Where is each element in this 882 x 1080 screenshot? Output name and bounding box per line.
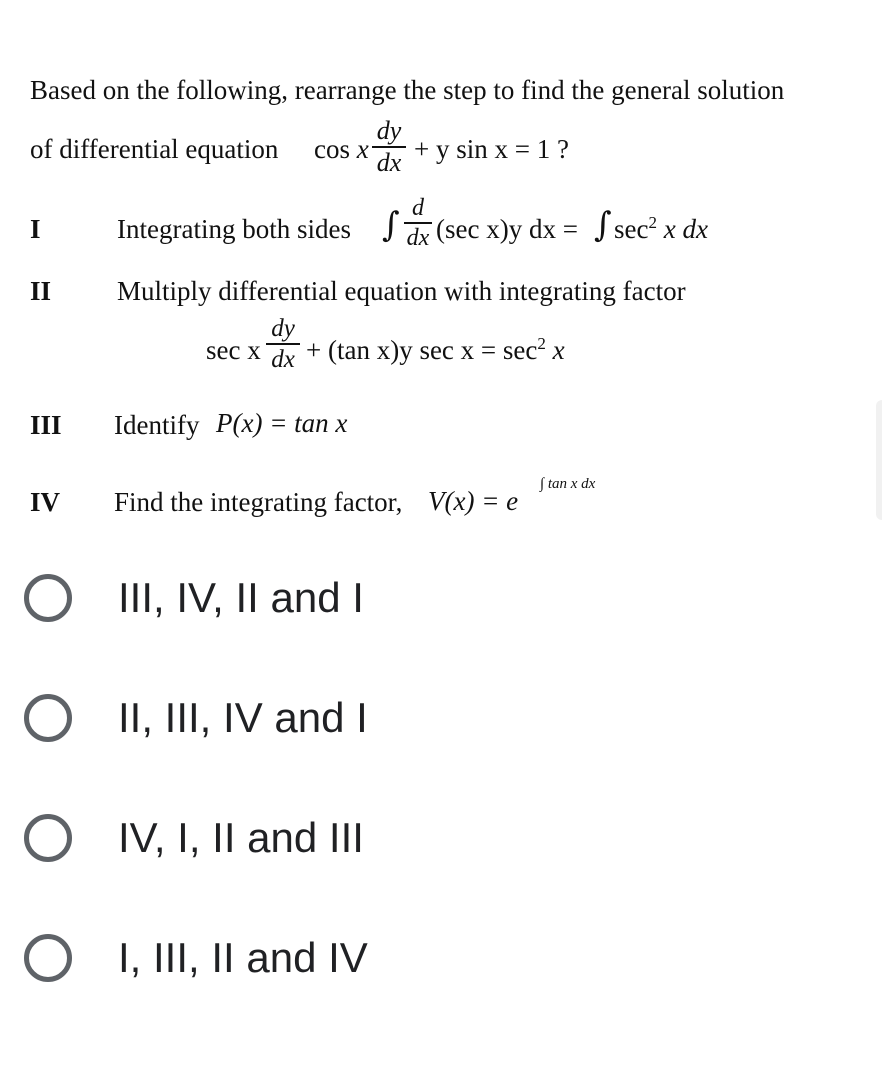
step-i-rhs bbox=[614, 214, 708, 245]
scroll-edge-shadow bbox=[876, 400, 882, 520]
question-line-2: of differential equation bbox=[30, 134, 279, 164]
fraction-numerator: dy bbox=[271, 315, 295, 342]
integral-sign: ∫ bbox=[382, 205, 400, 245]
step-i-lhs: (sec x)y dx = bbox=[436, 214, 578, 244]
fraction-denominator: dx bbox=[271, 345, 295, 373]
option-1[interactable] bbox=[22, 568, 622, 638]
option-3[interactable] bbox=[22, 808, 622, 878]
equation-cos-text: cos bbox=[314, 134, 350, 164]
option-label: III, IV, II and I bbox=[118, 574, 364, 621]
step-label: IV bbox=[30, 487, 61, 517]
question-line-1: Based on the following, rearrange the step to find the general solution bbox=[30, 75, 785, 105]
equation-rest: + y sin x = 1 ? bbox=[414, 134, 569, 164]
d-dx-fraction bbox=[404, 196, 432, 250]
equation-cos bbox=[314, 136, 369, 163]
fraction-denominator: dx bbox=[406, 224, 430, 251]
rhs-tail: x dx bbox=[663, 214, 708, 244]
step-text: Identify bbox=[114, 410, 200, 440]
radio-button[interactable] bbox=[24, 814, 72, 862]
radio-button[interactable] bbox=[24, 934, 72, 982]
step-iv-exponent: ∫ tan x dx bbox=[540, 476, 596, 492]
option-label: II, III, IV and I bbox=[118, 694, 368, 741]
fraction-numerator: dy bbox=[376, 116, 402, 145]
option-label: I, III, II and IV bbox=[118, 934, 368, 981]
fraction-denominator: dx bbox=[376, 147, 402, 177]
radio-button[interactable] bbox=[24, 694, 72, 742]
step-ii-rest bbox=[306, 335, 565, 366]
step-iii-math: P(x) = tan x bbox=[216, 408, 348, 438]
equation-x: x bbox=[356, 134, 369, 164]
step-ii-sec-x: sec x bbox=[206, 335, 261, 365]
superscript: 2 bbox=[537, 334, 546, 353]
step-text: Integrating both sides bbox=[117, 214, 351, 244]
dy-dx-fraction bbox=[372, 118, 406, 176]
option-label: IV, I, II and III bbox=[118, 814, 364, 861]
step-ii-rest-text: + (tan x)y sec x = sec bbox=[306, 335, 538, 365]
option-2[interactable] bbox=[22, 688, 622, 758]
option-4[interactable] bbox=[22, 928, 622, 998]
radio-button[interactable] bbox=[24, 574, 72, 622]
step-iv-lhs: V(x) = e bbox=[428, 486, 519, 516]
sec-text: sec bbox=[614, 214, 649, 244]
dy-dx-fraction bbox=[266, 316, 300, 372]
step-text: Find the integrating factor, bbox=[114, 487, 403, 517]
integral-sign: ∫ bbox=[594, 205, 612, 245]
superscript: 2 bbox=[648, 213, 657, 232]
step-text: Multiply differential equation with integrating factor bbox=[117, 276, 686, 306]
step-label: II bbox=[30, 276, 52, 306]
fraction-numerator: d bbox=[412, 195, 424, 221]
step-label: I bbox=[30, 214, 41, 244]
step-label: III bbox=[30, 410, 62, 440]
step-ii-tail: x bbox=[552, 335, 565, 365]
